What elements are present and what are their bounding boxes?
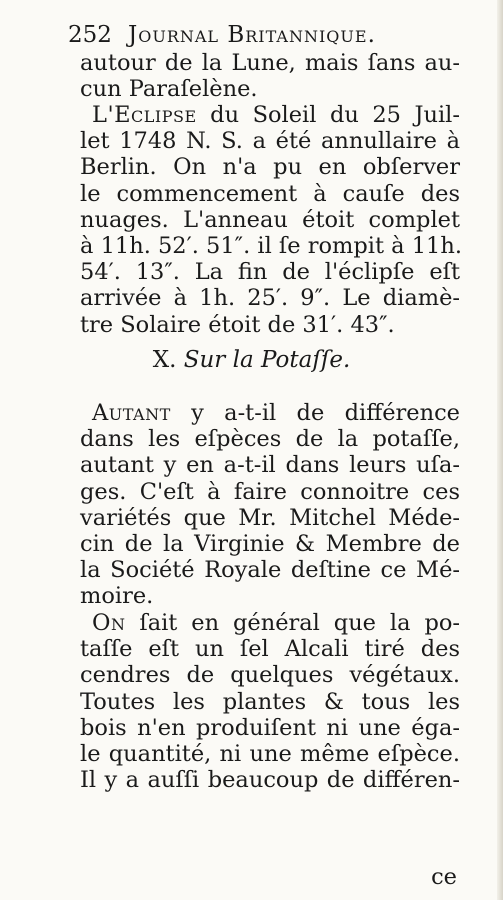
text-line: autant y en a-t-il dans leurs uſa- — [80, 452, 460, 479]
text-line: 54′. 13″. La fin de l'éclipſe eſt — [80, 259, 460, 286]
text-line: moire. — [80, 583, 154, 610]
text-line: y a-t-il de différence — [170, 400, 460, 426]
paragraph-continuation — [80, 50, 460, 102]
lead-word: On — [92, 610, 126, 636]
text-line: bois n'en produiſent ni une éga- — [80, 714, 460, 741]
section-title: Sur la Potaſſe. — [183, 347, 351, 373]
paragraph-eclipse — [80, 102, 460, 338]
lead-word: Autant — [92, 400, 171, 426]
text-line: le quantité, ni une même eſpèce. — [80, 740, 460, 767]
text-line: ſait en général que la po- — [125, 610, 460, 636]
text-line: nuages. L'anneau étoit complet — [80, 206, 460, 233]
text-line: Toutes les plantes & tous les — [80, 688, 460, 715]
lead-word: L'Eclipse — [92, 102, 197, 128]
page-number: 252 — [68, 22, 112, 48]
text-line: Il y a auſſi beaucoup de différen- — [80, 767, 460, 794]
running-header — [68, 22, 468, 48]
text-line: autour de la Lune, mais ſans au- — [80, 50, 460, 76]
catchword: ce — [431, 864, 457, 890]
text-line: dans les eſpèces de la potaſſe, — [80, 426, 460, 453]
text-line: variétés que Mr. Mitchel Méde- — [80, 504, 460, 531]
section-number: X. — [152, 347, 177, 373]
section-heading — [0, 346, 503, 374]
text-line: cendres de quelques végétaux. — [80, 662, 460, 689]
running-title: Journal Britannique. — [128, 22, 376, 48]
text-line: tre Solaire étoit de 31′. 43″. — [80, 311, 395, 338]
text-line: let 1748 N. S. a été annullaire à — [80, 128, 460, 155]
paragraph-potasse-intro — [80, 400, 460, 610]
paragraph-potasse-general — [80, 610, 460, 793]
text-line: cin de la Virginie & Membre de — [80, 530, 460, 557]
page-edge-shadow — [497, 0, 503, 900]
text-line: le commencement à cauſe des — [80, 180, 460, 207]
text-line: cun Paraſelène. — [80, 76, 258, 103]
text-line: à 11h. 52′. 51″. il ſe rompit à 11h. — [80, 232, 462, 259]
text-line: la Société Royale deſtine ce Mé- — [80, 557, 460, 584]
text-line: arrivée à 1h. 25′. 9″. Le diamè- — [80, 285, 460, 312]
text-line: ges. C'eſt à faire connoitre ces — [80, 478, 460, 505]
text-line: du Soleil du 25 Juil- — [196, 102, 460, 128]
text-line: Berlin. On n'a pu en obſerver — [80, 154, 460, 181]
text-line: taſſe eſt un ſel Alcali tiré des — [80, 636, 460, 663]
